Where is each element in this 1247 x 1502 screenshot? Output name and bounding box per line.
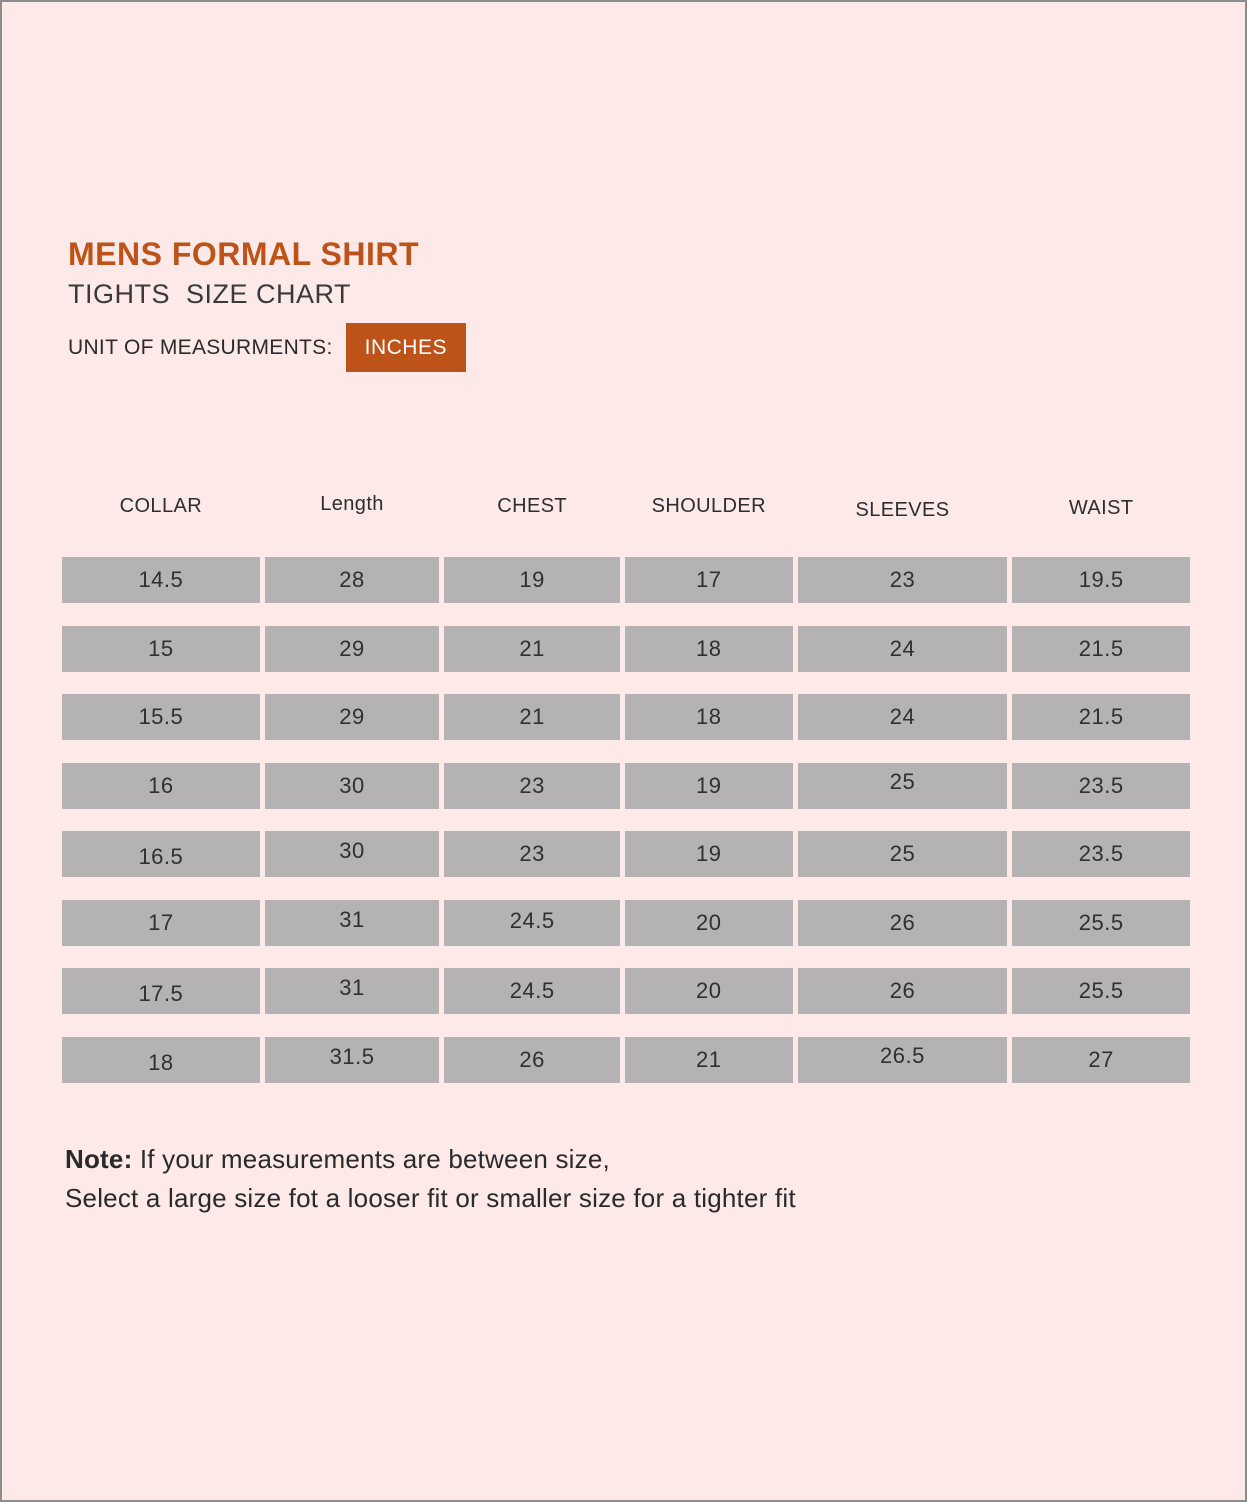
table-cell: 29	[265, 626, 440, 672]
size-table	[62, 557, 1190, 1083]
table-row	[62, 557, 1190, 603]
table-cell: 24	[798, 626, 1008, 672]
table-cell: 25.5	[1012, 900, 1190, 946]
column-header: Length	[320, 493, 384, 515]
table-cell: 16.5	[62, 831, 260, 877]
table-cell: 30	[265, 831, 440, 877]
table-cell: 21.5	[1012, 694, 1190, 740]
table-cell: 18	[625, 694, 793, 740]
table-cell: 21.5	[1012, 626, 1190, 672]
table-cell: 15.5	[62, 694, 260, 740]
column-header: SHOULDER	[651, 495, 766, 517]
table-cell: 21	[444, 694, 620, 740]
page-subtitle: TIGHTS SIZE CHART	[68, 279, 352, 309]
note	[65, 1140, 796, 1218]
table-cell: 19	[625, 763, 793, 809]
table-cell: 23	[798, 557, 1008, 603]
table-cell: 24.5	[444, 900, 620, 946]
table-cell: 19	[444, 557, 620, 603]
table-cell: 31	[265, 968, 440, 1014]
note-line2: Select a large size fot a looser fit or smaller size for a tighter fit	[65, 1183, 796, 1213]
unit-value-badge: INCHES	[346, 323, 466, 372]
table-cell: 19.5	[1012, 557, 1190, 603]
column-header: WAIST	[1068, 497, 1134, 519]
table-cell: 23	[444, 763, 620, 809]
table-cell: 24	[798, 694, 1008, 740]
table-row	[62, 968, 1190, 1014]
table-cell: 20	[625, 968, 793, 1014]
note-label: Note:	[65, 1144, 133, 1174]
table-cell: 28	[265, 557, 440, 603]
table-row	[62, 694, 1190, 740]
table-cell: 15	[62, 626, 260, 672]
column-header: COLLAR	[119, 495, 203, 517]
table-cell: 26.5	[798, 1037, 1008, 1083]
column-header: CHEST	[497, 495, 568, 517]
table-cell: 17	[625, 557, 793, 603]
table-cell: 30	[265, 763, 440, 809]
table-cell: 26	[798, 900, 1008, 946]
table-cell: 29	[265, 694, 440, 740]
table-cell: 27	[1012, 1037, 1190, 1083]
table-row	[62, 626, 1190, 672]
table-row	[62, 1037, 1190, 1083]
page-title: MENS FORMAL SHIRT	[68, 236, 420, 272]
table-cell: 26	[444, 1037, 620, 1083]
table-cell: 20	[625, 900, 793, 946]
table-cell: 17.5	[62, 968, 260, 1014]
table-row	[62, 763, 1190, 809]
table-cell: 18	[625, 626, 793, 672]
table-cell: 23.5	[1012, 831, 1190, 877]
table-cell: 18	[62, 1037, 260, 1083]
table-cell: 31.5	[265, 1037, 440, 1083]
table-cell: 25	[798, 831, 1008, 877]
note-line1: If your measurements are between size,	[132, 1144, 610, 1174]
unit-label: UNIT OF MEASURMENTS:	[68, 335, 333, 359]
table-row	[62, 831, 1190, 877]
unit-of-measurement-row	[68, 323, 466, 372]
table-cell: 19	[625, 831, 793, 877]
table-cell: 23	[444, 831, 620, 877]
table-cell: 21	[625, 1037, 793, 1083]
table-header-row	[62, 493, 1190, 521]
table-cell: 25.5	[1012, 968, 1190, 1014]
table-cell: 24.5	[444, 968, 620, 1014]
table-cell: 16	[62, 763, 260, 809]
table-cell: 17	[62, 900, 260, 946]
table-cell: 23.5	[1012, 763, 1190, 809]
table-cell: 14.5	[62, 557, 260, 603]
table-row	[62, 900, 1190, 946]
table-cell: 26	[798, 968, 1008, 1014]
table-cell: 31	[265, 900, 440, 946]
table-cell: 21	[444, 626, 620, 672]
table-cell: 25	[798, 763, 1008, 809]
column-header: SLEEVES	[855, 499, 950, 521]
